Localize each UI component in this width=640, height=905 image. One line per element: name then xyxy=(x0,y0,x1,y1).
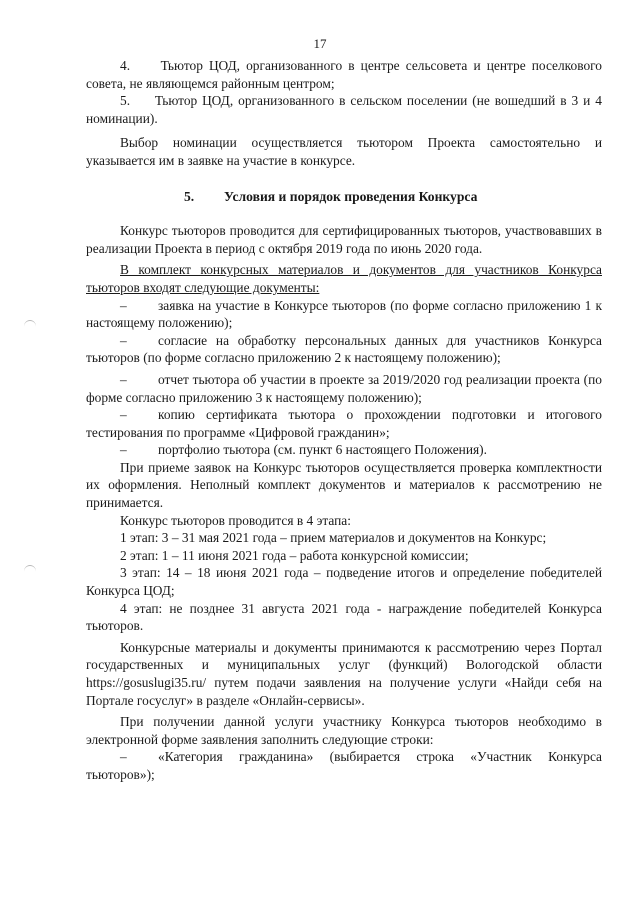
list-item-text: заявка на участие в Конкурсе тьюторов (по форме согласно приложению 1 к настоящему положению); xyxy=(86,297,602,331)
stage-item: 4 этап: не позднее 31 августа 2021 года - награждение победителей Конкурса тьюторов. xyxy=(86,600,602,634)
list-item-text: портфолио тьютора (см. пункт 6 настоящего Положения). xyxy=(158,442,487,458)
dash-marker: – xyxy=(120,332,127,348)
nomination-item: 4. Тьютор ЦОД, организованного в центре сельсовета и центре поселкового совета, не являющемся районным центром; xyxy=(86,58,602,91)
list-item xyxy=(86,332,602,367)
list-item-text: копию сертификата тьютора о прохождении подготовки и итогового тестирования по программе «Цифровой гражданин»; xyxy=(86,407,602,440)
list-item xyxy=(86,441,602,459)
section-heading xyxy=(86,188,602,206)
list-intro-text: В комплект конкурсных материалов и документов для участников Конкурса тьюторов входят следующие документы: xyxy=(86,262,602,295)
dash-marker: – xyxy=(120,442,127,458)
page-number: 17 xyxy=(313,36,327,51)
stage-item: 1 этап: 3 – 31 мая 2021 года – прием материалов и документов на Конкурс; xyxy=(120,530,547,546)
paragraph: При получении данной услуги участнику Конкурса тьюторов необходимо в электронной форме заявления заполнить следующие строки: xyxy=(86,714,602,747)
section-title: Условия и порядок проведения Конкурса xyxy=(224,188,478,204)
list-item xyxy=(86,748,602,783)
list-item xyxy=(86,297,602,332)
margin-mark xyxy=(24,320,36,333)
paragraph: Конкурс тьюторов проводится для сертифицированных тьюторов, участвовавших в реализации Проекта в период с октября 2019 года по июнь 2020 года. xyxy=(86,223,602,256)
list-item xyxy=(86,406,602,441)
paragraph: Выбор номинации осуществляется тьютором Проекта самостоятельно и указывается им в заявке на участие в конкурсе. xyxy=(86,135,602,168)
section-number: 5. xyxy=(184,188,195,204)
list-intro xyxy=(86,261,602,296)
stages-intro: Конкурс тьюторов проводится в 4 этапа: xyxy=(120,512,351,528)
paragraph: При приеме заявок на Конкурс тьюторов осуществляется проверка комплектности их оформления. Неполный комплект документов и материалов к рассмотрению не принимается. xyxy=(86,459,602,511)
stage-item: 2 этап: 1 – 11 июня 2021 года – работа конкурсной комиссии; xyxy=(120,547,469,563)
dash-marker: – xyxy=(120,297,127,313)
list-item-text: «Категория гражданина» (выбирается строка «Участник Конкурса тьюторов»); xyxy=(86,749,602,782)
stage-item: 3 этап: 14 – 18 июня 2021 года – подведение итогов и определение победителей Конкурса ЦОД; xyxy=(86,565,602,599)
paragraph: Конкурсные материалы и документы принимаются к рассмотрению через Портал государственных и муниципальных услуг (функций) Вологодской области https://gosuslugi35.ru/ путем подачи заявления на получение услуги «Найди себя на Портале госуслуг» в разделе «Онлайн-сервисы». xyxy=(86,639,602,708)
list-item-text: отчет тьютора об участии в проекте за 2019/2020 год реализации проекта (по форме согласно приложению 3 к настоящему положению); xyxy=(86,371,602,405)
margin-mark xyxy=(24,565,36,578)
list-item xyxy=(86,371,602,406)
dash-marker: – xyxy=(120,371,127,387)
document-body xyxy=(86,57,602,784)
nomination-item: 5. Тьютор ЦОД, организованного в сельском поселении (не вошедший в 3 и 4 номинации). xyxy=(86,93,602,126)
dash-marker: – xyxy=(120,407,127,423)
list-item-text: согласие на обработку персональных данных для участников Конкурса тьюторов (по форме согласно приложению 2 к настоящему положению); xyxy=(86,332,602,366)
dash-marker: – xyxy=(120,749,127,765)
